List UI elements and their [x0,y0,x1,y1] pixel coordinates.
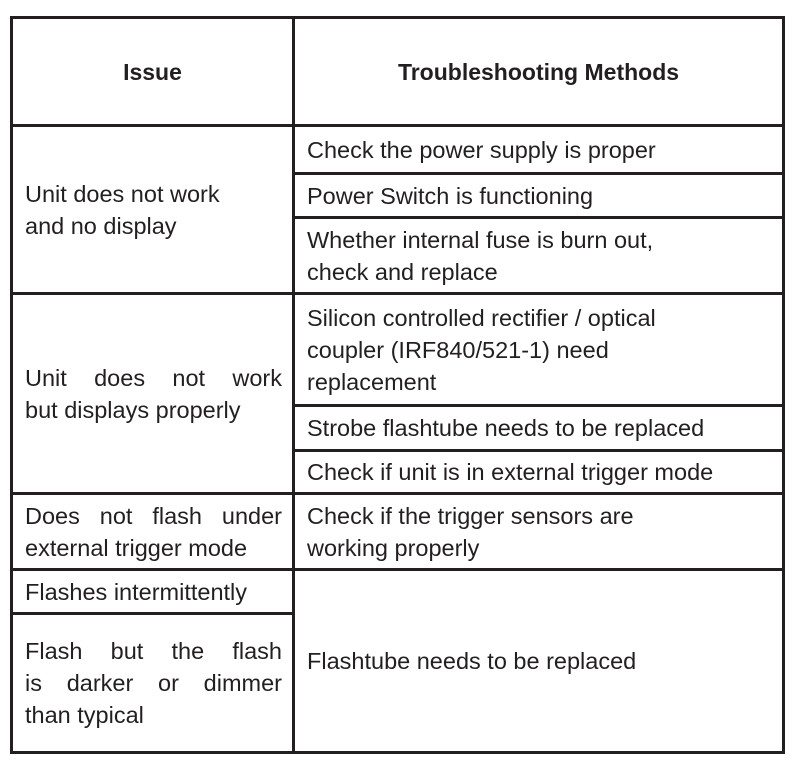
method-text: Check if the trigger sensors are working properly [307,502,634,561]
method-text: Check if unit is in external trigger mode [307,459,714,485]
issue-text: Does not flash under [25,502,282,529]
issue-text: than typical [25,702,144,728]
method-text: Check the power supply is proper [307,136,656,163]
method-text: Power Switch is functioning [307,182,594,209]
method-cell [295,127,782,172]
issue-text: and no display [25,212,177,239]
issue-text: Unit does not work [25,364,282,391]
troubleshooting-table [10,16,785,754]
issue-text: is darker or dimmer [25,670,282,696]
header-issue [13,19,292,124]
header-methods-label: Troubleshooting Methods [397,58,680,85]
issue-text: but displays properly [25,396,241,423]
issue-text: Unit does not work [25,180,220,207]
issue-cell [13,495,292,568]
method-cell [295,495,715,568]
header-methods [295,19,782,124]
method-cell [295,219,715,292]
method-cell [295,571,782,751]
issue-cell [13,571,292,612]
issue-text: Flash but the flash [25,638,282,664]
method-cell [295,452,782,492]
method-cell [295,175,782,216]
method-text: Flashtube needs to be replaced [307,648,637,674]
issue-text: Flashes intermittently [25,578,248,605]
issue-cell [13,615,292,751]
method-cell [295,295,725,404]
method-text: Whether internal fuse is burn out, check and replace [307,226,654,285]
issue-cell [13,127,292,292]
header-issue-label: Issue [123,58,182,85]
issue-text: external trigger mode [25,534,248,561]
method-text: Strobe flashtube needs to be replaced [307,415,705,441]
issue-cell [13,295,292,492]
method-text: Silicon controlled rectifier / optical coupler (IRF840/521-1) need replacement [307,304,656,395]
method-cell [295,407,782,449]
